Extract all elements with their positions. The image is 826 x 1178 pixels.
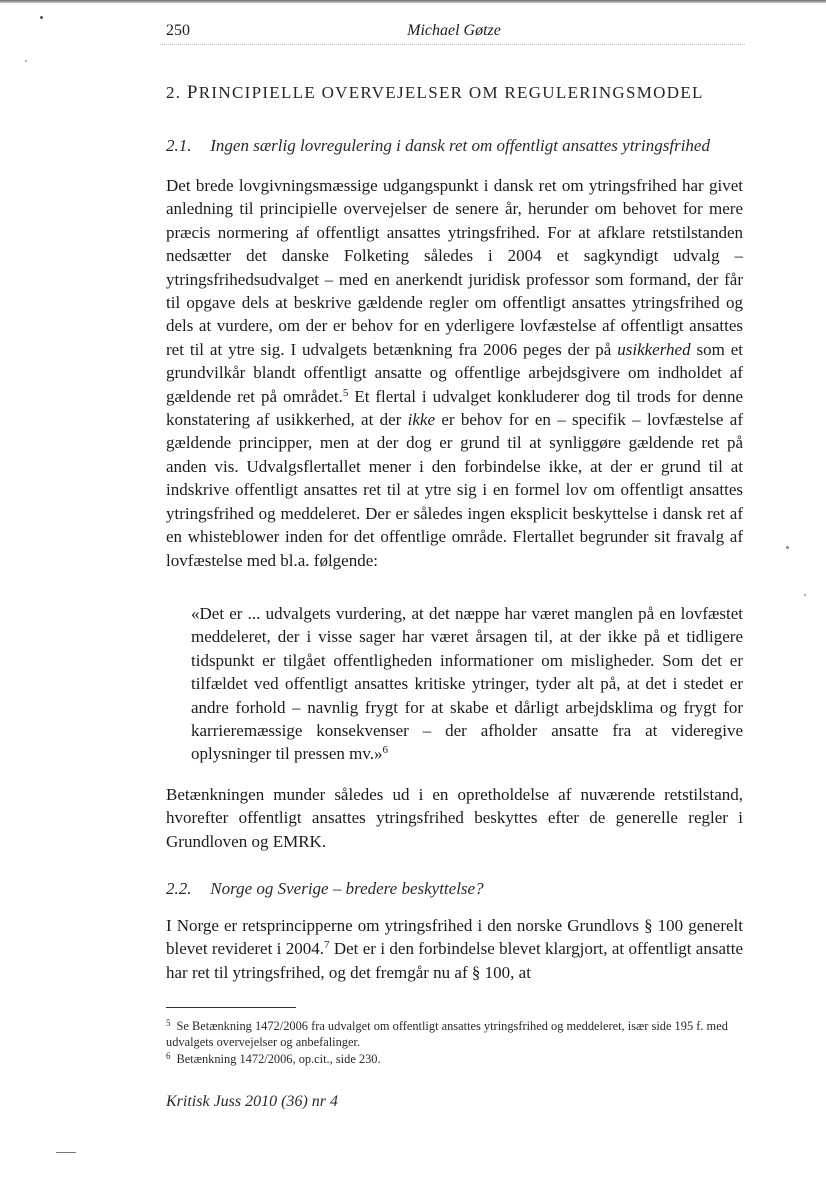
subsection-number: 2.2. bbox=[166, 879, 192, 898]
footnote-reference[interactable]: 7 bbox=[324, 939, 330, 952]
footnote-item bbox=[166, 1016, 746, 1050]
footnote-reference[interactable]: 5 bbox=[342, 386, 349, 399]
footnote-item bbox=[166, 1049, 746, 1068]
paragraph-text: Det er i den forbindelse blevet klargjort, at offentligt ansatte har ret til ytringsfrihed, og det fremgår nu af § 100, at bbox=[166, 939, 744, 982]
header-rule bbox=[160, 44, 745, 45]
paragraph-text: Det brede lovgivningsmæssige udgangspunkt i dansk ret om ytringsfrihed har givet anledning til principielle overvejelser de senere år, herunder om behovet for mere præcis normering af offentligt ansattes ytringsfrihed. For at afklare retstilstanden nedsætter det danske Folketing således i 2004 et sagkyndigt udvalg – ytringsfrihedsudvalget – med en anerkendt juridisk professor som formand, der får til opgave dels at beskrive gældende regler om offentligt ansattes ytringsfrihed og dels at vurdere, om der er behov for en yderligere lovfæstelse af offentligt ansattes ret til at ytre sig. I udvalgets betænkning fra 2006 peges der på bbox=[166, 176, 743, 359]
subsection-heading-2-2 bbox=[166, 879, 756, 899]
block-quote bbox=[191, 602, 743, 766]
section-title-rest: RINCIPIELLE OVERVEJELSER OM REGULERINGSMODEL bbox=[198, 83, 704, 102]
paragraph-text: Et flertal i udvalget konkluderer dog til trods for denne konstatering af usikkerhed, at der bbox=[166, 386, 743, 430]
section-heading bbox=[166, 82, 756, 104]
footnote-number: 5 bbox=[166, 1018, 171, 1028]
quote-text: «Det er ... udvalgets vurdering, at det næppe har været manglen på en lovfæstet meddeleret, der i visse sager har været årsagen til, at der ikke på et tidligere tidspunkt er tilgået offentligheden informationer om misligheder. Som det er tilfældet ved offentligt ansattes kritiske ytringer, tyder alt på, at det i stedet er andre forhold – navnlig frygt for at skabe et dårligt arbejdsklima og frygt for karrieremæssige konsekvenser – der afholder ansatte fra at videregive oplysninger til pressen mv.» bbox=[191, 604, 743, 764]
page-number: 250 bbox=[166, 22, 190, 39]
section-title-initial: P bbox=[186, 82, 199, 103]
subsection-number: 2.1. bbox=[166, 136, 192, 155]
journal-footer: Kritisk Juss 2010 (36) nr 4 bbox=[166, 1093, 338, 1110]
scan-edge bbox=[0, 0, 826, 3]
body-paragraph-2: Betænkningen munder således ud i en opretholdelse af nuværende retstilstand, hvorefter offentligt ansattes ytringsfrihed beskyttes efter de generelle regler i Grundloven og EMRK. bbox=[166, 785, 743, 851]
footnote-text: Betænkning 1472/2006, op.cit., side 230. bbox=[176, 1052, 381, 1066]
subsection-heading-2-1 bbox=[166, 136, 756, 156]
scan-mark bbox=[56, 1152, 76, 1153]
scan-speck bbox=[40, 16, 43, 19]
section-number: 2. bbox=[166, 83, 182, 102]
margin-dot bbox=[786, 546, 789, 549]
margin-dot bbox=[804, 594, 806, 596]
emphasis-text: ikke bbox=[407, 410, 436, 430]
subsection-title: Ingen særlig lovregulering i dansk ret om offentligt ansattes ytringsfrihed bbox=[210, 136, 710, 155]
scan-speck bbox=[25, 60, 27, 62]
footnote-separator bbox=[166, 1007, 296, 1008]
body-paragraph-1 bbox=[166, 174, 743, 572]
footnote-number: 6 bbox=[166, 1051, 171, 1061]
emphasis-text: usikkerhed bbox=[617, 339, 691, 359]
paragraph-text: I Norge er retsprincipperne om ytringsfrihed i den norske Grundlovs § 100 generelt blevet revideret i 2004. bbox=[166, 916, 743, 959]
subsection-title: Norge og Sverige – bredere beskyttelse? bbox=[210, 879, 484, 898]
paragraph-text: er behov for en – specifik – lovfæstelse af gældende principper, men at der dog er grund til at synliggøre gældende ret på anden vis. Udvalgsflertallet mener i den forbindelse ikke, at der er grund til at indskrive offentligt ansattes ret til at ytre sig i en formel lov om offentligt ansattes ytringsfrihed og meddeleret. Der er således ingen eksplicit beskyttelse i dansk ret af en whisteblower inden for det offentlige område. Flertallet begrunder sit fravalg af lovfæstelse med bl.a. følgende: bbox=[166, 410, 744, 570]
running-header bbox=[166, 22, 742, 46]
running-author: Michael Gøtze bbox=[407, 22, 501, 39]
paragraph-text: som et grundvilkår blandt offentligt ansatte og offentlige arbejdsgivere om indholdet af gældende ret på området. bbox=[166, 339, 744, 406]
body-paragraph-3 bbox=[166, 914, 743, 984]
footnote-text: Se Betænkning 1472/2006 fra udvalget om offentligt ansattes ytringsfrihed og meddeleret, især side 195 f. med udvalgets overvejelser og anbefalinger. bbox=[166, 1019, 728, 1049]
footnote-reference[interactable]: 6 bbox=[382, 744, 389, 757]
